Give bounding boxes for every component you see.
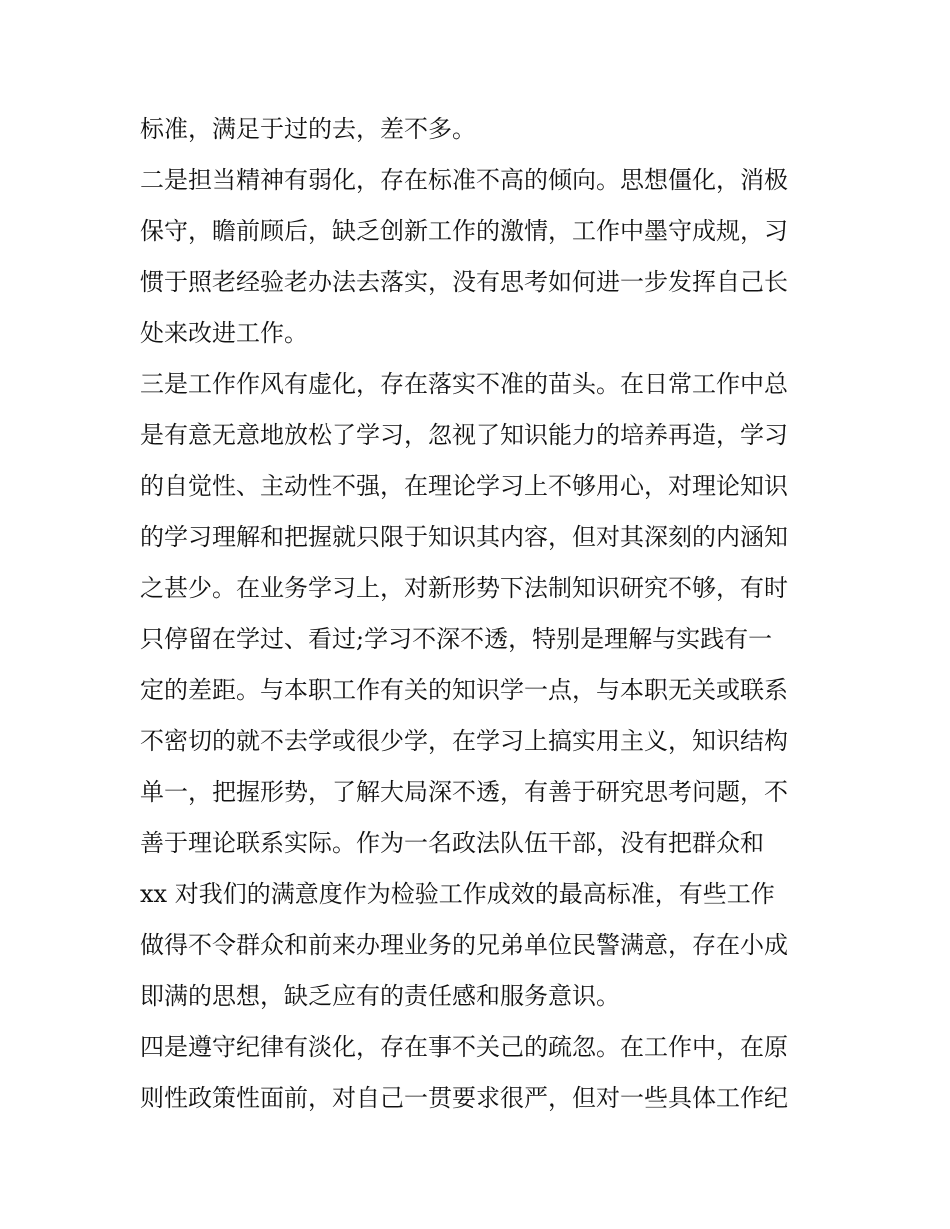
text-line: 保守，瞻前顾后，缺乏创新工作的激情，工作中墨守成规，习 bbox=[140, 217, 788, 245]
document-body bbox=[140, 104, 820, 1124]
text-line: 四是遵守纪律有淡化，存在事不关己的疏忽。在工作中，在原 bbox=[140, 1033, 788, 1061]
text-line: 处来改进工作。 bbox=[140, 319, 308, 347]
text-line: xx 对我们的满意度作为检验工作成效的最高标准，有些工作 bbox=[140, 880, 775, 908]
text-line: 单一，把握形势，了解大局深不透，有善于研究思考问题，不 bbox=[140, 778, 788, 806]
text-line: 惯于照老经验老办法去落实，没有思考如何进一步发挥自己长 bbox=[140, 268, 788, 296]
text-line: 的学习理解和把握就只限于知识其内容，但对其深刻的内涵知 bbox=[140, 523, 788, 551]
text-line: 不密切的就不去学或很少学，在学习上搞实用主义，知识结构 bbox=[140, 727, 788, 755]
text-line: 之甚少。在业务学习上，对新形势下法制知识研究不够，有时 bbox=[140, 574, 788, 602]
text-line: 标准，满足于过的去，差不多。 bbox=[140, 115, 476, 143]
text-line: 则性政策性面前，对自己一贯要求很严，但对一些具体工作纪 bbox=[140, 1084, 788, 1112]
text-line: 是有意无意地放松了学习，忽视了知识能力的培养再造，学习 bbox=[140, 421, 788, 449]
text-line: 定的差距。与本职工作有关的知识学一点，与本职无关或联系 bbox=[140, 676, 788, 704]
text-line: 的自觉性、主动性不强，在理论学习上不够用心，对理论知识 bbox=[140, 472, 788, 500]
text-line: 只停留在学过、看过;学习不深不透，特别是理解与实践有一 bbox=[140, 625, 773, 653]
text-line: 做得不令群众和前来办理业务的兄弟单位民警满意，存在小成 bbox=[140, 931, 788, 959]
text-line: 二是担当精神有弱化，存在标准不高的倾向。思想僵化，消极 bbox=[140, 166, 788, 194]
text-line: 三是工作作风有虚化，存在落实不准的苗头。在日常工作中总 bbox=[140, 370, 788, 398]
text-line: 善于理论联系实际。作为一名政法队伍干部，没有把群众和 bbox=[140, 829, 764, 857]
text-line: 即满的思想，缺乏应有的责任感和服务意识。 bbox=[140, 982, 620, 1010]
